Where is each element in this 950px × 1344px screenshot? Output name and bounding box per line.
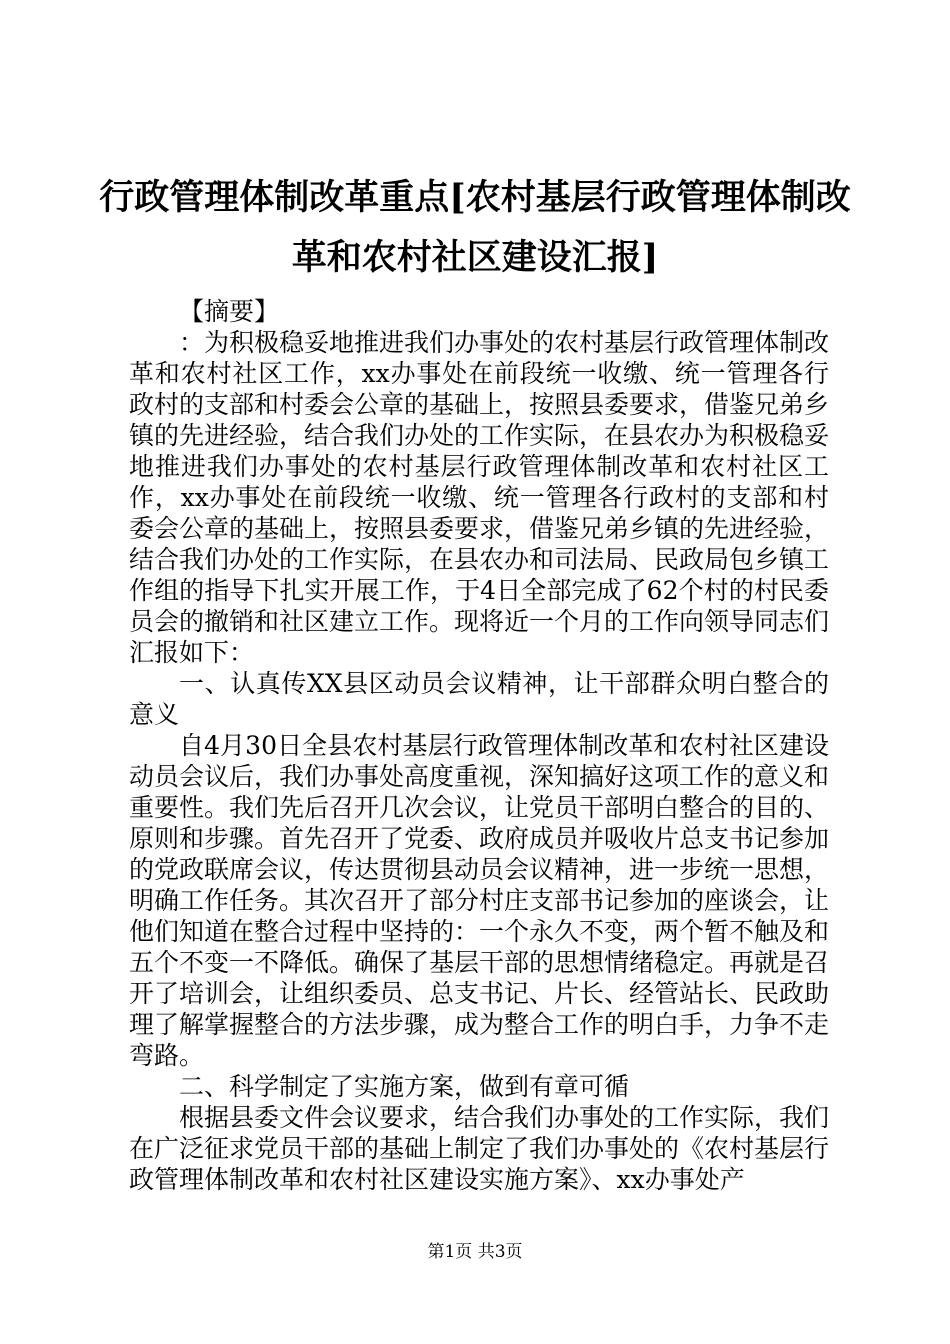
abstract-heading: 【摘要】 — [179, 297, 280, 326]
section-heading-2: 二、科学制定了实施方案，做到有章可循 — [179, 1072, 630, 1101]
abstract-paragraph: ：为积极稳妥地推进我们办事处的农村基层行政管理体制改革和农村社区工作，xx办事处在前段统一收缴、统一管理各行政村的支部和村委会公章的基础上，按照县委要求，借鉴兄弟乡镇的先进经验，结合我们办处的工作实际，在县农办为积极稳妥地推进我们办事处的农村基层行政管理体制改革和农村社区工作，xx办事处在前段统一收缴、统一管理各行政村的支部和村委会公章的基础上，按照县委要求，借鉴兄弟乡镇的先进经验，结合我们办处的工作实际，在县农办和司法局、民政局包乡镇工作组的指导下扎实开展工作，于4日全部完成了62个村的村民委员会的撤销和社区建立工作。现将近一个月的工作向领导同志们汇报如下： — [129, 328, 830, 667]
document-body — [129, 296, 829, 1195]
page-footer: 第1页 共3页 — [427, 1242, 523, 1262]
document-title: 行政管理体制改革重点[农村基层行政管理体制改革和农村社区建设汇报] — [99, 177, 851, 278]
body-paragraph-1: 自4月30日全县农村基层行政管理体制改革和农村社区建设动员会议后，我们办事处高度重视，深知搞好这项工作的意义和重要性。我们先后召开几次会议，让党员干部明白整合的目的、原则和步骤。首先召开了党委、政府成员并吸收片总支书记参加的党政联席会议，传达贯彻县动员会议精神，进一步统一思想，明确工作任务。其次召开了部分村庄支部书记参加的座谈会，让他们知道在整合过程中坚持的：一个永久不变，两个暂不触及和五个不变一不降低。确保了基层干部的思想情绪稳定。再就是召开了培训会，让组织委员、总支书记、片长、经管站长、民政助理了解掌握整合的方法步骤，成为整合工作的明白手，力争不走弯路。 — [129, 731, 830, 1070]
section-heading-1: 一、认真传XX县区动员会议精神，让干部群众明白整合的意义 — [129, 669, 829, 729]
body-paragraph-2: 根据县委文件会议要求，结合我们办事处的工作实际，我们在广泛征求党员干部的基础上制定了我们办事处的《农村基层行政管理体制改革和农村社区建设实施方案》、xx办事处产 — [129, 1103, 830, 1194]
